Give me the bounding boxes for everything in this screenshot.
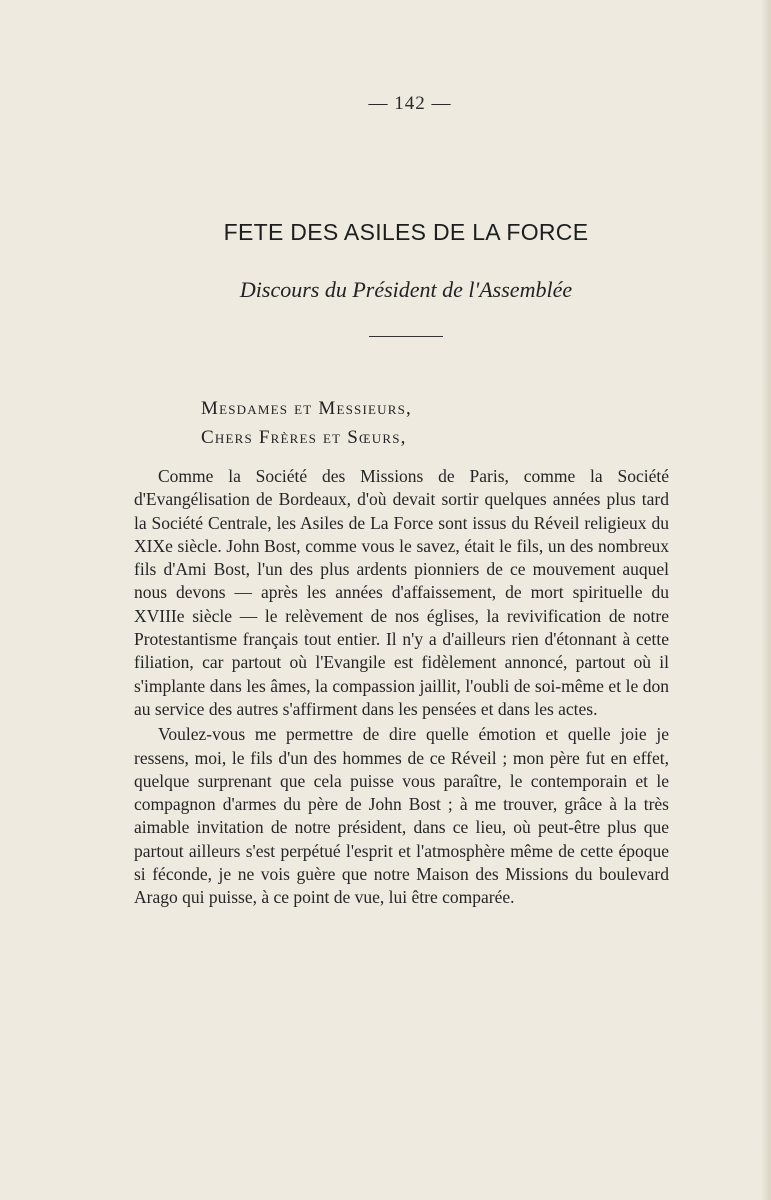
paragraph: Comme la Société des Missions de Paris, comme la Société d'Evangélisation de Bordeaux, d'où devait sortir quelques années plus tard la Société Centrale, les Asiles de La Force sont issus du Réveil religieux du XIXe siècle. John Bost, comme vous le savez, était le fils, un des nombreux fils d'Ami Bost, l'un des plus ardents pionniers de ce mouvement auquel nous devons — après les années d'affaissement, de mort spirituelle du XVIIIe siècle — le relèvement de nos églises, la revivification de notre Protestantisme français tout entier. Il n'y a d'ailleurs rien d'étonnant à cette filiation, car partout où l'Evangile est fidèlement annoncé, partout où il s'implante dans les âmes, la compassion jaillit, l'oubli de soi-même et le don au service des autres s'affirment dans les pensées et dans les actes. [134, 466, 669, 719]
page-number: — 142 — [368, 93, 452, 114]
paragraph: Voulez-vous me permettre de dire quelle émotion et quelle joie je ressens, moi, le fils d'un des hommes de ce Réveil ; mon père fut en effet, quelque surprenant que cela puisse vous paraître, le contemporain et le compagnon d'armes du père de John Bost ; à me trouver, grâce à la très aimable invitation de notre président, dans ce lieu, où peut-être plus que partout ailleurs s'est perpétué l'esprit et l'atmosphère même de cette époque si féconde, je ne vois guère que notre Maison des Missions du boulevard Arago qui puisse, à ce point de vue, lui être comparée. [134, 724, 669, 908]
divider-rule [369, 336, 443, 337]
page-subtitle: Discours du Président de l'Assemblée [239, 277, 573, 302]
page-title: FETE DES ASILES DE LA FORCE [223, 219, 589, 245]
salutation-line-2: Chers Frères et Sœurs, [201, 427, 407, 448]
page-edge [761, 0, 771, 1200]
salutation-line-1: Mesdames et Messieurs, [201, 398, 412, 419]
body-text [134, 465, 669, 912]
